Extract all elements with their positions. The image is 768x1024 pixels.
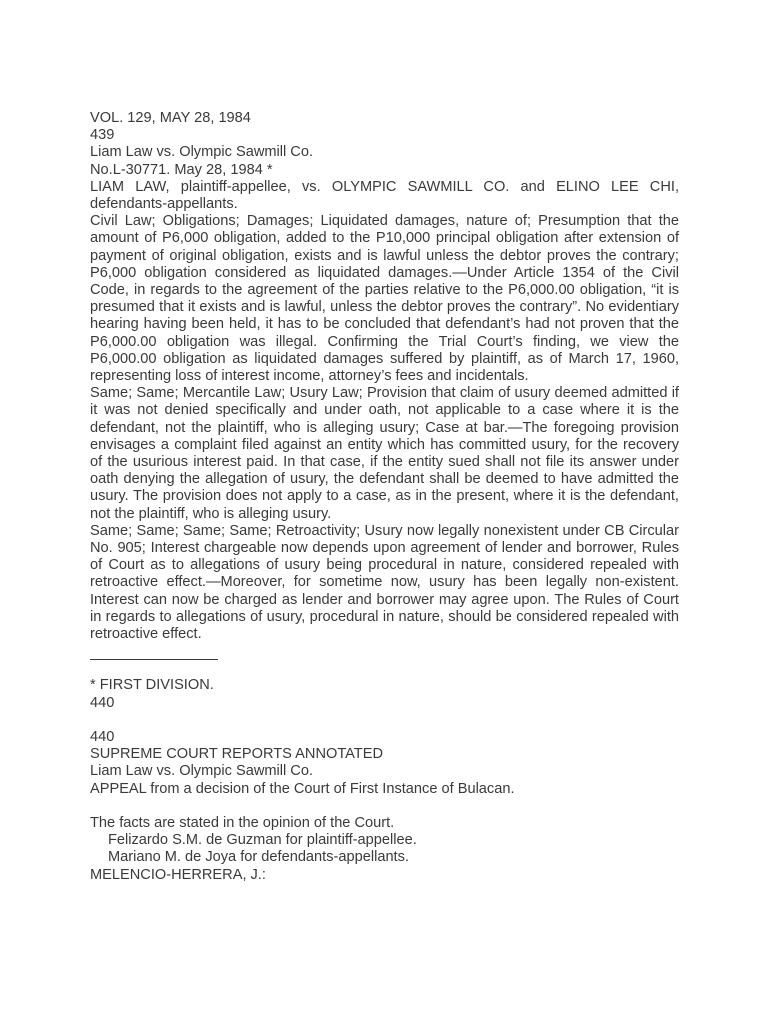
footnote-page-ref: 440 — [90, 694, 115, 711]
syllabus-paragraph: Same; Same; Mercantile Law; Usury Law; Provision that claim of usury deemed admitted if it was not denied specifically and under oath, not applicable to a case where it is the defendant, not the plaintiff, who is alleging usury; Case at bar.—The foregoing provision envisages a complaint filed against an entity which has committed usury, for the recovery of the usurious interest paid. In that case, if the entity sued shall not file its answer under oath denying the allegation of usury, the defendant shall be deemed to have admitted the usury. The provision does not apply to a case, as in the present, where it is the defendant, not the plaintiff, who is alleging usury. — [90, 385, 679, 522]
counsel-appellants: Mariano M. de Joya for defendants-appellants. — [108, 849, 409, 866]
page2-case-title: Liam Law vs. Olympic Sawmill Co. — [90, 763, 314, 780]
page-break-gap — [90, 712, 679, 729]
page2-number: 440 — [90, 728, 115, 745]
parties: LIAM LAW, plaintiff-appellee, vs. OLYMPIC SAWMILL CO. and ELINO LEE CHI, defendants-appellants. — [90, 178, 679, 213]
counsel-appellee: Felizardo S.M. de Guzman for plaintiff-appellee. — [108, 832, 417, 849]
footnote-divider — [90, 659, 218, 660]
ponente: MELENCIO-HERRERA, J.: — [90, 866, 266, 883]
footnote-text: * FIRST DIVISION. — [90, 677, 214, 694]
blank-line — [90, 798, 679, 815]
volume-header: VOL. 129, MAY 28, 1984 — [90, 110, 251, 126]
page-number: 439 — [90, 127, 115, 144]
syllabus-paragraph: Civil Law; Obligations; Damages; Liquidated damages, nature of; Presumption that the amount of P6,000 obligation, added to the P10,000 principal obligation after extension of payment of original obligation, exists and is lawful unless the debtor proves the contrary; P6,000 obligation considered as liquidated damages.—Under Article 1354 of the Civil Code, in regards to the agreement of the parties relative to the P6,000.00 obligation, “it is presumed that it exists and is lawful, unless the debtor proves the contrary”. No evidentiary hearing having been held, it has to be concluded that defendant’s had not proven that the P6,000.00 obligation was illegal. Confirming the Trial Court’s finding, we view the P6,000.00 obligation as liquidated damages suffered by plaintiff, as of March 17, 1960, representing loss of interest income, attorney’s fees and incidentals. — [90, 213, 679, 385]
reporter-title: SUPREME COURT REPORTS ANNOTATED — [90, 746, 383, 763]
syllabus-paragraph: Same; Same; Same; Same; Retroactivity; Usury now legally nonexistent under CB Circular No. 905; Interest chargeable now depends upon agreement of lender and borrower, Rules of Court as to allegations of usury being procedural in nature, considered repealed with retroactive effect.—Moreover, for sometime now, usury has been legally non-existent. Interest can now be charged as lender and borrower may agree upon. The Rules of Court in regards to allegations of usury, procedural in nature, should be considered repealed with retroactive effect. — [90, 522, 679, 643]
facts-statement: The facts are stated in the opinion of the Court. — [90, 814, 395, 831]
document-page — [90, 110, 679, 884]
appeal-statement: APPEAL from a decision of the Court of First Instance of Bulacan. — [90, 780, 515, 797]
docket-number: No.L-30771. May 28, 1984 * — [90, 161, 273, 178]
case-title: Liam Law vs. Olympic Sawmill Co. — [90, 144, 314, 161]
